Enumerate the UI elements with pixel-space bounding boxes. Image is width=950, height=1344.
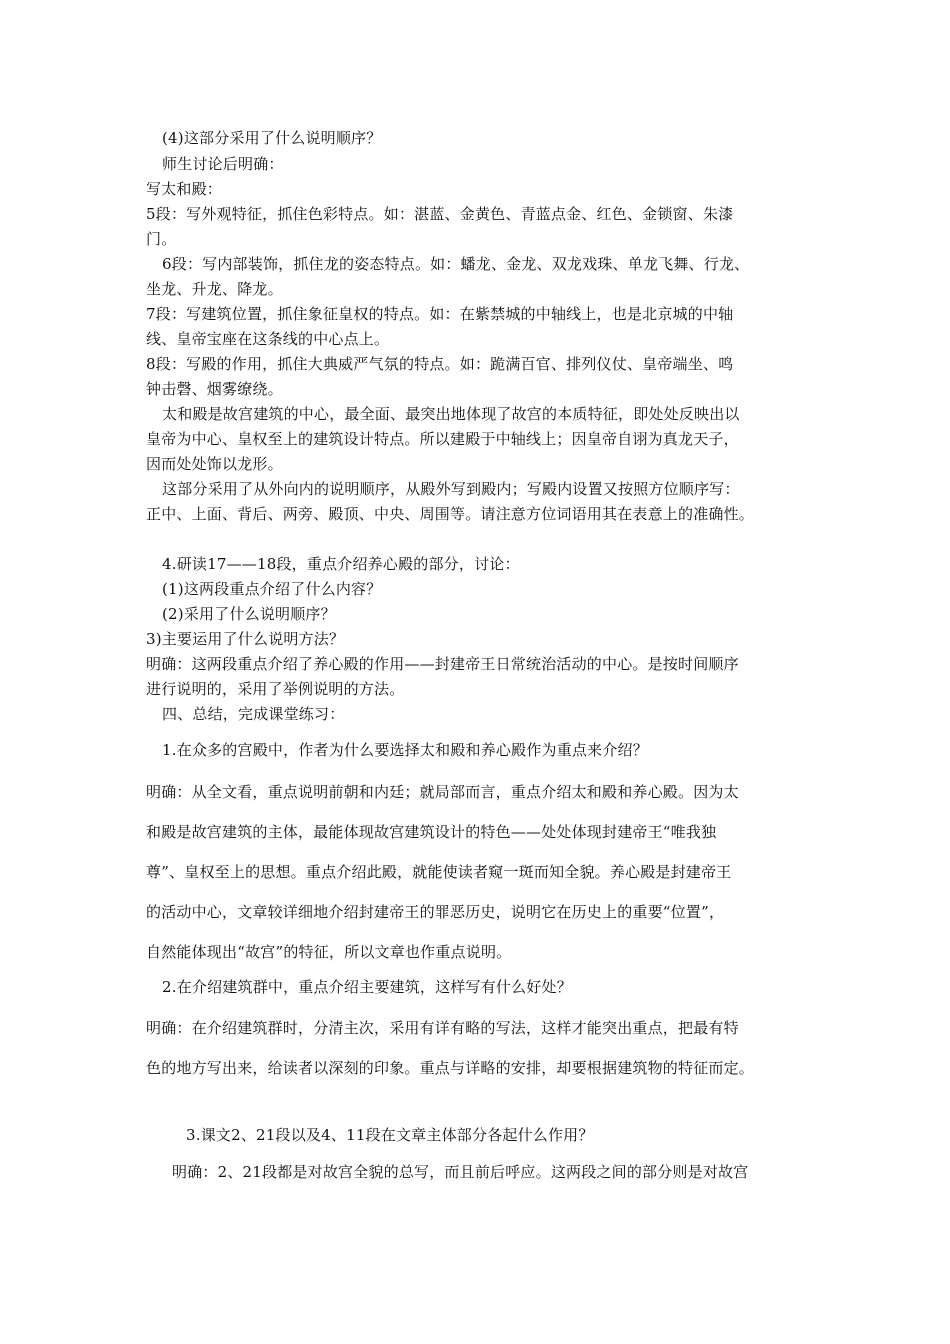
para-6-line-2: 坐龙、升龙、降龙。 — [146, 280, 283, 298]
exercise-1-answer-line-2: 和殿是故宫建筑的主体，最能体现故宫建筑设计的特色——处处体现封建帝王“唯我独 — [146, 823, 717, 841]
exercise-3-answer-line-1: 明确：2、21段都是对故宫全貌的总写，而且前后呼应。这两段之间的部分则是对故宫 — [172, 1163, 749, 1181]
taihe-heading: 写太和殿： — [146, 180, 223, 198]
exercise-2-question: 2.在介绍建筑群中，重点介绍主要建筑，这样写有什么好处？ — [162, 978, 572, 996]
subquestion-1: (1)这两段重点介绍了什么内容？ — [162, 580, 382, 598]
exercise-1-answer-line-1: 明确：从全文看，重点说明前朝和内廷；就局部而言，重点介绍太和殿和养心殿。因为太 — [146, 783, 739, 801]
question-4-line: (4)这部分采用了什么说明顺序？ — [162, 129, 382, 147]
taihe-summary-line-1: 太和殿是故宫建筑的中心，最全面、最突出地体现了故宫的本质特征，即处处反映出以 — [162, 405, 740, 423]
taihe-summary-line-3: 因而处处饰以龙形。 — [146, 455, 283, 473]
subquestion-3: 3)主要运用了什么说明方法？ — [146, 630, 345, 648]
exercise-1-question: 1.在众多的宫殿中，作者为什么要选择太和殿和养心殿作为重点来介绍？ — [162, 741, 648, 759]
exercise-1-answer-line-3: 尊”、皇权至上的思想。重点介绍此殿，就能使读者窥一斑而知全貌。养心殿是封建帝王 — [146, 863, 732, 881]
exercise-2-answer-line-1: 明确：在介绍建筑群时，分清主次，采用有详有略的写法，这样才能突出重点，把最有特 — [146, 1019, 739, 1037]
section-4-heading: 4.研读17——18段，重点介绍养心殿的部分，讨论： — [162, 555, 520, 573]
order-line-2: 正中、上面、背后、两旁、殿顶、中央、周围等。请注意方位词语用其在表意上的准确性。 — [146, 505, 755, 523]
para-8-line-2: 钟击磬、烟雾缭绕。 — [146, 380, 283, 398]
para-6-line-1: 6段：写内部装饰，抓住龙的姿态特点。如：蟠龙、金龙、双龙戏珠、单龙飞舞、行龙、 — [162, 255, 750, 273]
taihe-summary-line-2: 皇帝为中心、皇权至上的建筑设计特点。所以建殿于中轴线上；因皇帝自诩为真龙天子， — [146, 430, 739, 448]
yangxin-answer-line-1: 明确：这两段重点介绍了养心殿的作用——封建帝王日常统治活动的中心。是按时间顺序 — [146, 655, 739, 673]
para-5-line-2: 门。 — [146, 230, 177, 248]
summary-heading: 四、总结，完成课堂练习： — [162, 705, 345, 723]
exercise-3-question: 3.课文2、21段以及4、11段在文章主体部分各起什么作用？ — [186, 1126, 594, 1144]
para-5-line-1: 5段：写外观特征，抓住色彩特点。如：湛蓝、金黄色、青蓝点金、红色、金锁窗、朱漆 — [146, 205, 734, 223]
order-line-1: 这部分采用了从外向内的说明顺序，从殿外写到殿内；写殿内设置又按照方位顺序写： — [162, 480, 740, 498]
discussion-line: 师生讨论后明确： — [162, 155, 284, 173]
exercise-1-answer-line-5: 自然能体现出“故宫”的特征，所以文章也作重点说明。 — [146, 943, 512, 961]
para-7-line-1: 7段：写建筑位置，抓住象征皇权的特点。如：在紫禁城的中轴线上，也是北京城的中轴 — [146, 305, 734, 323]
subquestion-2: (2)采用了什么说明顺序？ — [162, 605, 336, 623]
exercise-2-answer-line-2: 色的地方写出来，给读者以深刻的印象。重点与详略的安排，却要根据建筑物的特征而定。 — [146, 1059, 755, 1077]
para-7-line-2: 线、皇帝宝座在这条线的中心点上。 — [146, 330, 390, 348]
para-8-line-1: 8段：写殿的作用，抓住大典威严气氛的特点。如：跪满百官、排列仪仗、皇帝端坐、鸣 — [146, 355, 734, 373]
exercise-1-answer-line-4: 的活动中心，文章较详细地介绍封建帝王的罪恶历史，说明它在历史上的重要“位置”， — [146, 903, 725, 921]
yangxin-answer-line-2: 进行说明的，采用了举例说明的方法。 — [146, 680, 405, 698]
